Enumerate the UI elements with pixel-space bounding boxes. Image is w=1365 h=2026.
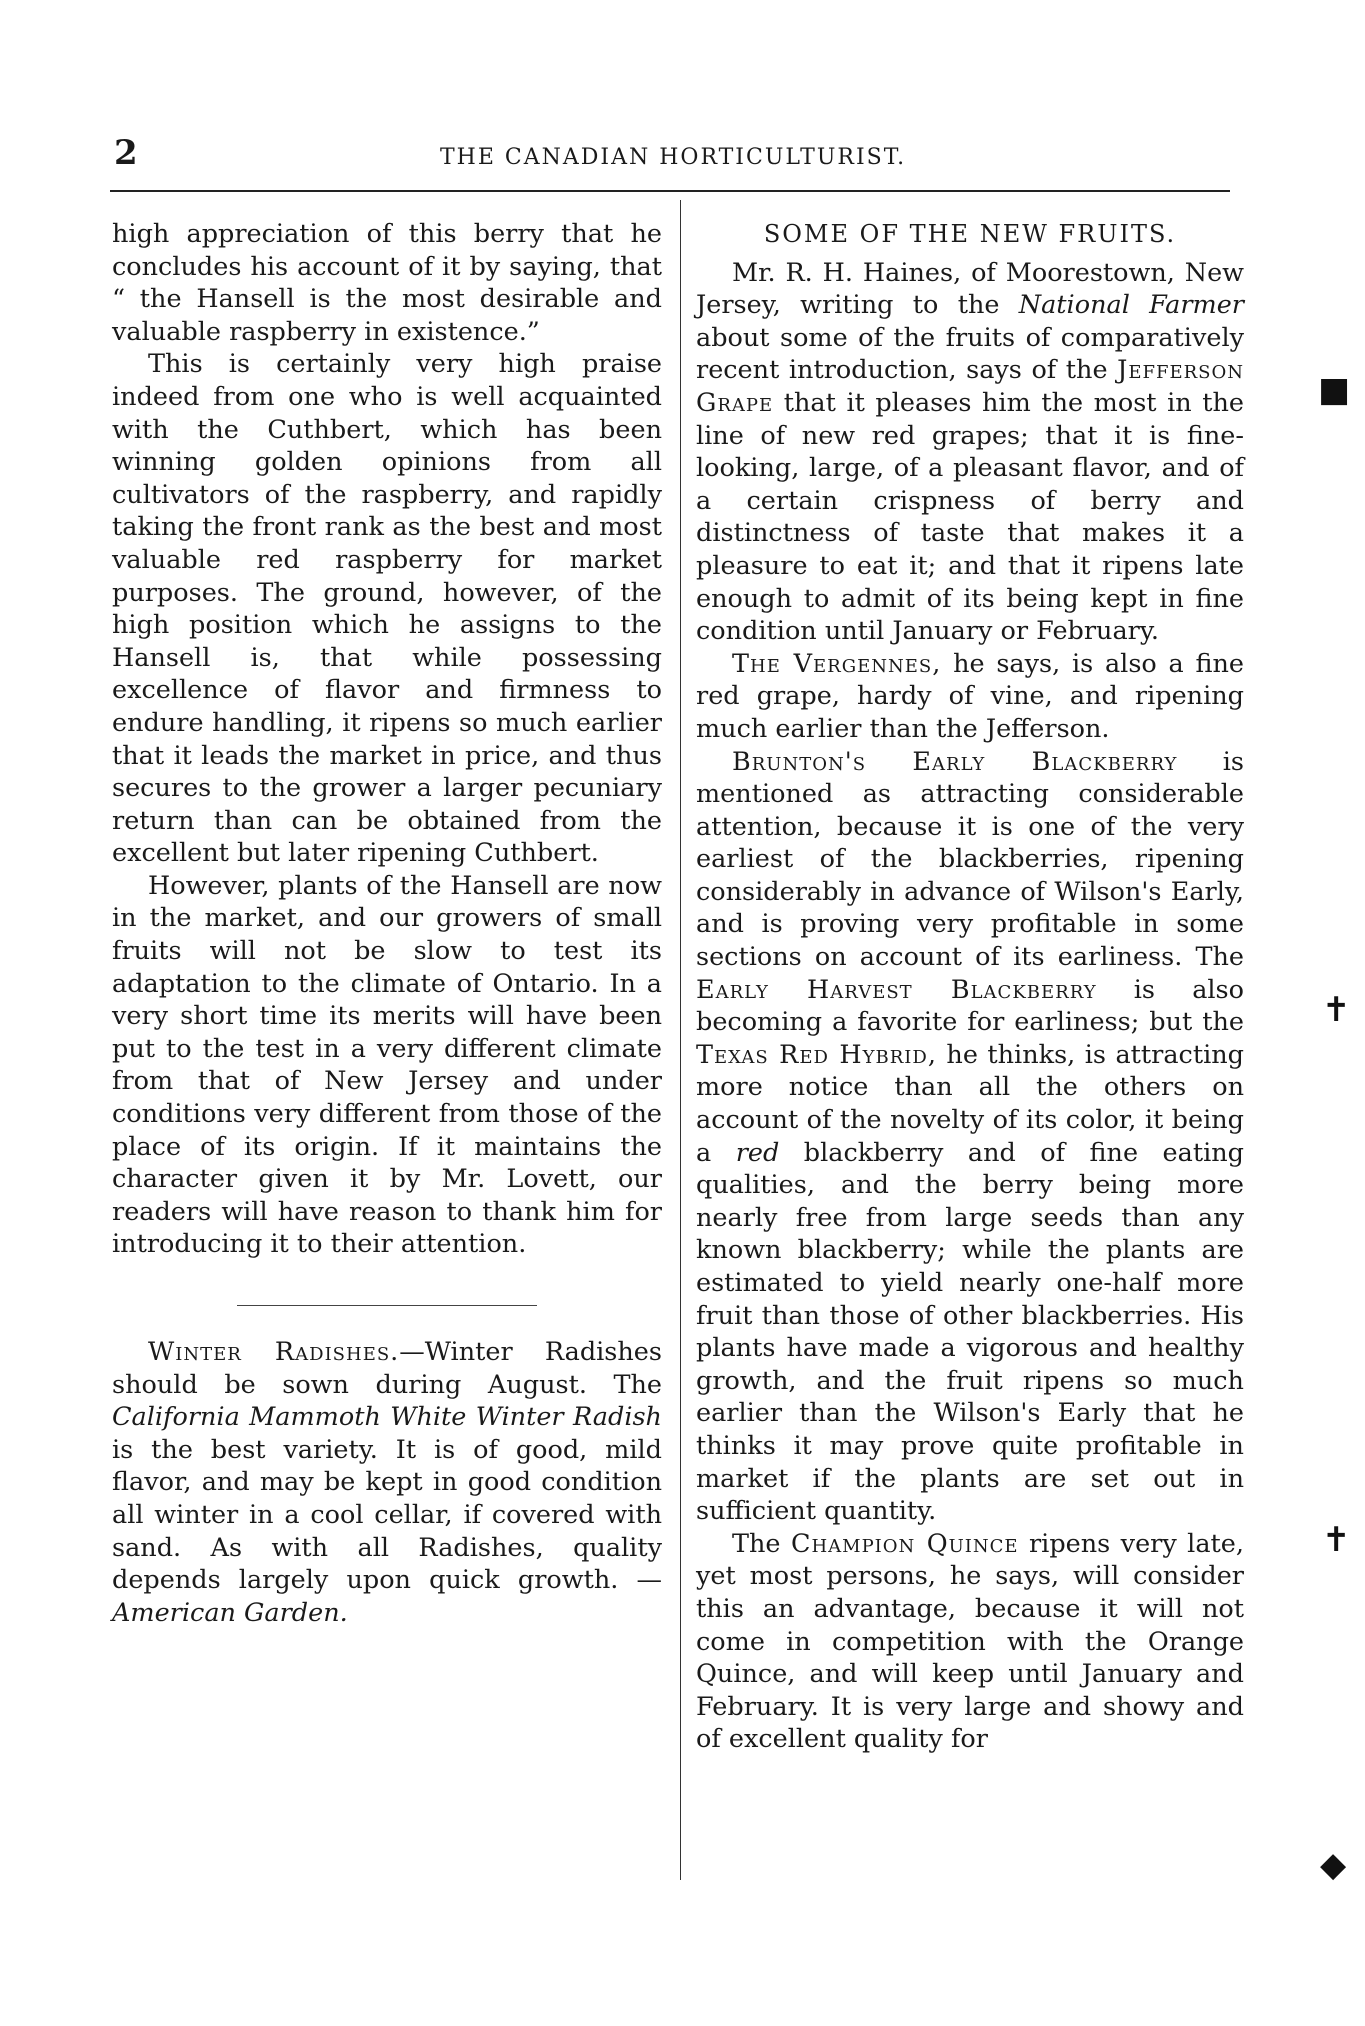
- section-rule: [237, 1305, 537, 1306]
- header-rule: [110, 190, 1230, 192]
- left-column: [112, 218, 662, 1629]
- text-fragment: that it pleases him the most in the line of new red grapes; that it is fine-looking, large, of a pleasant flavor, and of a certain crispness of berry and distinctness of taste that makes it a pleasure to eat it; and that it ripens late enough to admit of its being kept in fine condition until January or February.: [696, 387, 1244, 647]
- paragraph-blackberries: [696, 746, 1244, 1528]
- text-fragment: blackberry and of fine eating qualities, and the berry being more nearly free from large seeds than any known blackberry; while the plants are estimated to yield nearly one-half more fruit than those of other blackberries. His plants have made a vigorous and healthy growth, and the fruit ripens so much earlier than the Wilson's Early that he thinks it may prove quite profitable in market if the plants are set out in sufficient quantity.: [696, 1137, 1244, 1527]
- variety-name: Brunton's Early Blackberry: [732, 746, 1178, 777]
- binding-mark-icon: ■: [1318, 370, 1351, 410]
- binding-mark-icon: ✝: [1322, 1520, 1351, 1560]
- binding-mark-icon: ✝: [1322, 990, 1351, 1030]
- text-fragment: The: [732, 1528, 791, 1559]
- variety-name: Texas Red Hybrid,: [696, 1039, 937, 1070]
- radishes-text-1: —Winter Radishes should be sown during August. The: [112, 1337, 662, 1400]
- radishes-text-2: is the best variety. It is of good, mild flavor, and may be kept in good condition all winter in a cool cellar, if covered with sand. As with all Radishes, quality depends largely upon quick growth. —: [112, 1434, 662, 1596]
- radishes-heading: Winter Radishes.: [148, 1337, 400, 1367]
- right-column: [696, 218, 1244, 1756]
- variety-name: Jefferson Grape: [696, 355, 1244, 418]
- paragraph-hansell-market: However, plants of the Hansell are now in the market, and our growers of small fruits will not be slow to test its adaptation to the climate of Ontario. In a very short time its merits will have been put to the test in a very different climate from that of New Jersey and under conditions very different from those of the place of its origin. If it maintains the character given it by Mr. Lovett, our readers will have reason to thank him for introducing it to their attention.: [112, 870, 662, 1260]
- radishes-source: American Garden.: [112, 1597, 348, 1628]
- variety-name: Champion Quince: [790, 1528, 1019, 1559]
- text-fragment: about some of the fruits of comparatively recent introduction, says of the: [696, 322, 1244, 386]
- column-divider: [680, 200, 681, 1880]
- paragraph-cuthbert: This is certainly very high praise indeed from one who is well acquainted with the Cuthbert, which has been winning golden opinions from all cultivators of the raspberry, and rapidly taking the front rank as the best and most valuable red raspberry for market purposes. The ground, however, of the high position which he assigns to the Hansell is, that while possessing excellence of flavor and firmness to endure handling, it ripens so much earlier that it leads the market in price, and thus secures to the grower a larger pecuniary return than can be obtained from the excellent but later ripening Cuthbert.: [112, 349, 662, 869]
- text-fragment: Mr. R. H. Haines, of Moorestown, New Jersey, writing to the: [696, 257, 1244, 321]
- variety-name: The Vergennes,: [732, 648, 942, 679]
- text-fragment: is also becoming a favorite for earliness; but the: [696, 974, 1244, 1038]
- paragraph-hansell-praise: high appreciation of this berry that he concludes his account of it by saying, that “ the Hansell is the most desirable and valuable raspberry in existence.”: [112, 219, 662, 347]
- paragraph-winter-radishes: [112, 1336, 662, 1629]
- text-fragment: is mentioned as attracting considerable attention, because it is one of the very earliest of the blackberries, ripening considerably in advance of Wilson's Early, and is proving very profitable in some sections on account of its earliness. The: [696, 746, 1244, 973]
- paragraph-champion-quince: [696, 1528, 1244, 1756]
- page-number: 2: [114, 133, 138, 173]
- text-fragment: he thinks, is attracting more notice than all the others on account of the novelty of its color, it being a: [696, 1039, 1244, 1168]
- binding-mark-icon: ◆: [1320, 1845, 1347, 1885]
- running-head: THE CANADIAN HORTICULTURIST.: [440, 145, 907, 170]
- text-fragment: he says, is also a fine red grape, hardy of vine, and ripening much earlier than the Jefferson.: [696, 648, 1244, 744]
- paragraph-vergennes: [696, 648, 1244, 746]
- article-title: SOME OF THE NEW FRUITS.: [763, 220, 1177, 248]
- text-fragment: ripens very late, yet most persons, he says, will consider this an advantage, because it will not come in competition with the Orange Quince, and will keep until January and February. It is very large and showy and of excellent quality for: [696, 1528, 1244, 1755]
- emphasis-red: red: [735, 1137, 780, 1168]
- journal-name: National Farmer: [1018, 290, 1244, 321]
- paragraph-jefferson-grape: [696, 257, 1244, 648]
- radishes-variety: California Mammoth White Winter Radish: [112, 1402, 662, 1433]
- variety-name: Early Harvest Blackberry: [696, 974, 1097, 1005]
